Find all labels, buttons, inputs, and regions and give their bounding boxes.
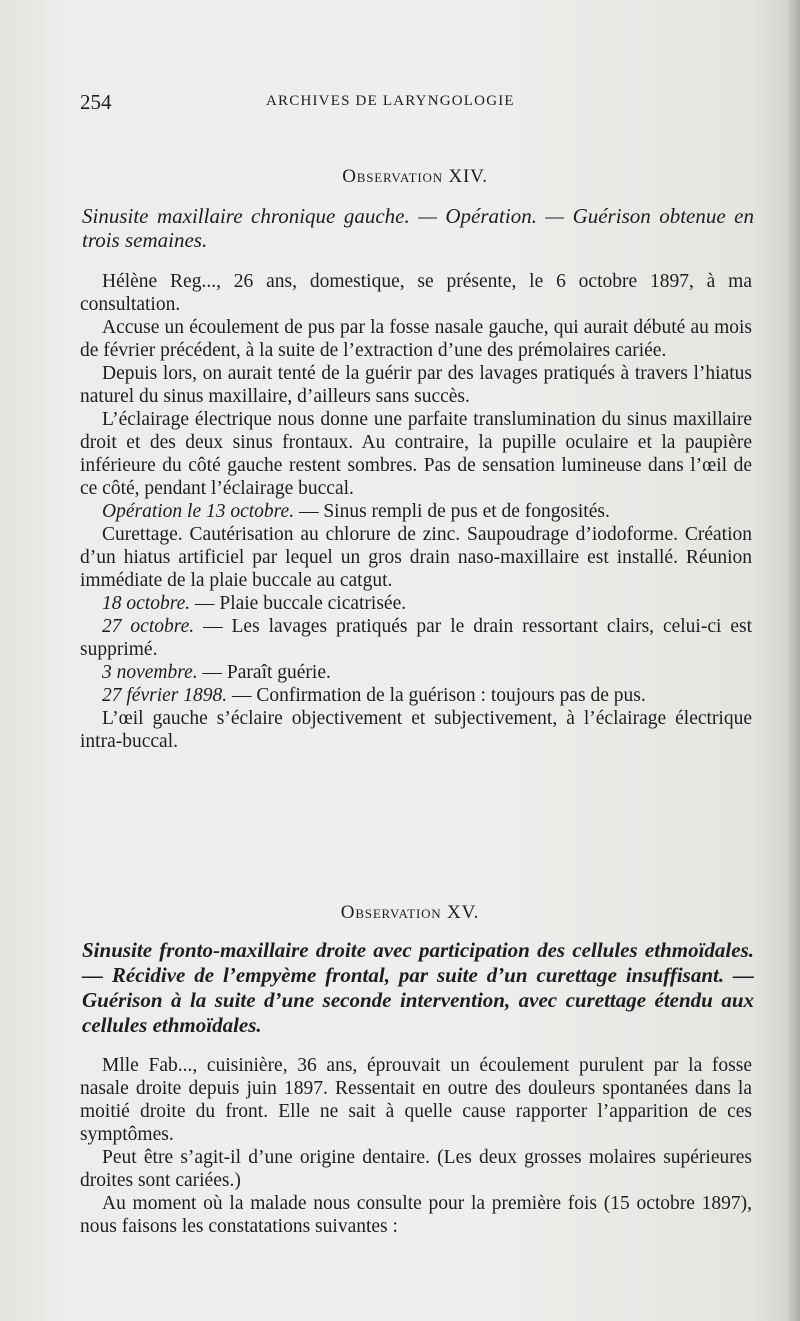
paragraph: L’œil gauche s’éclaire objectivement et subjectivement, à l’éclairage électrique intra-buccal. (80, 708, 752, 752)
paragraph: Au moment où la malade nous consulte pour la première fois (15 octobre 1897), nous faisons les constatations suivantes : (80, 1193, 752, 1237)
date-lead: 27 octobre. (102, 616, 195, 637)
date-lead: Opération le 13 octobre. (102, 501, 295, 522)
page-header (80, 90, 740, 114)
observation-xv-body (80, 1054, 752, 1238)
observation-xv-title: Observation XV. (340, 902, 480, 923)
observation-xv-subtitle: Sinusite fronto-maxillaire droite avec participation des cellules ethmoïdales. — Récidive de l’empyème frontal, par suite d’un curettage insuffisant. — Guérison à la suite d’une seconde intervention, avec curettage étendu aux cellules ethmoïdales. (82, 938, 754, 1037)
observation-xiv-subtitle: Sinusite maxillaire chronique gauche. — Opération. — Guérison obtenue en trois semaines. (82, 204, 754, 252)
paragraph: 3 novembre. — Paraît guérie. (102, 662, 331, 683)
binding-shadow (786, 0, 800, 1321)
paragraph: Curettage. Cautérisation au chlorure de zinc. Saupoudrage d’iodoforme. Création d’un hiatus artificiel par lequel un gros drain naso-maxillaire est installé. Réunion immédiate de la plaie buccale au catgut. (80, 524, 752, 591)
paragraph: Accuse un écoulement de pus par la fosse nasale gauche, qui aurait débuté au mois de février précédent, à la suite de l’extraction d’une des prémolaires cariée. (80, 317, 752, 361)
paragraph: Depuis lors, on aurait tenté de la guérir par des lavages pratiqués à travers l’hiatus naturel du sinus maxillaire, d’ailleurs sans succès. (80, 363, 752, 407)
page-number: 254 (80, 90, 112, 114)
running-title: ARCHIVES DE LARYNGOLOGIE (266, 93, 515, 109)
paragraph: L’éclairage électrique nous donne une parfaite translumination du sinus maxillaire droit et des deux sinus frontaux. Au contraire, la pupille oculaire et la paupière inférieure du côté gauche restent sombres. Pas de sensation lumineuse dans l’œil de ce côté, pendant l’éclairage buccal. (80, 409, 752, 499)
date-lead: 18 octobre. (102, 593, 191, 614)
observation-xiv-body (80, 270, 752, 753)
paragraph: Opération le 13 octobre. — Sinus rempli de pus et de fongosités. (102, 501, 610, 522)
paragraph: 27 octobre. — Les lavages pratiqués par le drain ressortant clairs, celui-ci est supprimé. (80, 616, 753, 660)
observation-xiv-title: Observation XIV. (342, 166, 488, 187)
date-lead: 27 février 1898. (102, 685, 228, 706)
paragraph: Hélène Reg..., 26 ans, domestique, se présente, le 6 octobre 1897, à ma consultation. (80, 271, 752, 315)
paragraph: 18 octobre. — Plaie buccale cicatrisée. (102, 593, 407, 614)
paragraph: Peut être s’agit-il d’une origine dentaire. (Les deux grosses molaires supérieures droites sont cariées.) (80, 1147, 752, 1191)
paragraph: 27 février 1898. — Confirmation de la guérison : toujours pas de pus. (102, 685, 646, 706)
date-lead: 3 novembre. (102, 662, 198, 683)
paragraph: Mlle Fab..., cuisinière, 36 ans, éprouvait un écoulement purulent par la fosse nasale droite depuis juin 1897. Ressentait en outre des douleurs spontanées dans la moitié droite du front. Elle ne sait à quelle cause rapporter l’apparition de ces symptômes. (80, 1055, 752, 1145)
